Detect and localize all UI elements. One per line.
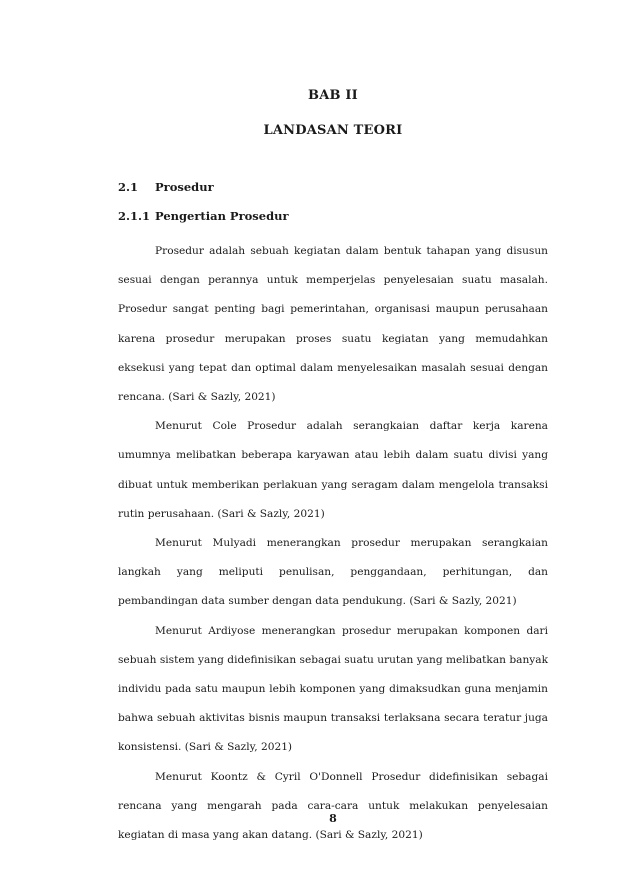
page-number: 8 [329,812,337,825]
paragraph: Menurut Ardiyose menerangkan prosedur merupakan komponen dari sebuah sistem yang didefinisikan sebagai suatu urutan yang melibatkan banyak individu pada satu maupun lebih komponen yang dimaksudkan guna menjamin bahwa sebuah aktivitas bisnis maupun transaksi terlaksana secara teratur juga konsistensi. (Sari & Sazly, 2021) [118,624,548,754]
section-title: Prosedur [155,180,214,194]
chapter-heading: BAB II [308,88,358,103]
paragraph: Menurut Koontz & Cyril O'Donnell Prosedur didefinisikan sebagai rencana yang mengarah pada cara-cara untuk melakukan penyelesaian kegiatan di masa yang akan datang. (Sari & Sazly, 2021) [118,770,548,842]
subsection-number: 2.1.1 [118,209,151,223]
paragraph: Prosedur adalah sebuah kegiatan dalam bentuk tahapan yang disusun sesuai dengan perannya untuk memperjelas penyelesaian suatu masalah. Prosedur sangat penting bagi pemerintahan, organisasi maupun perusahaan karena prosedur merupakan proses suatu kegiatan yang memudahkan eksekusi yang tepat dan optimal dalam menyelesaikan masalah sesuai dengan rencana. (Sari & Sazly, 2021) [118,245,548,404]
chapter-title: LANDASAN TEORI [263,123,403,138]
subsection-title: Pengertian Prosedur [155,209,289,223]
paragraph: Menurut Mulyadi menerangkan prosedur merupakan serangkaian langkah yang meliputi penulisan, penggandaan, perhitungan, dan pembandingan data sumber dengan data pendukung. (Sari & Sazly, 2021) [118,537,548,608]
section-heading [118,180,214,194]
section-number: 2.1 [118,180,139,194]
body-text [118,237,548,850]
paragraph: Menurut Cole Prosedur adalah serangkaian daftar kerja karena umumnya melibatkan beberapa karyawan atau lebih dalam suatu divisi yang dibuat untuk memberikan perlakuan yang seragam dalam mengelola transaksi rutin perusahaan. (Sari & Sazly, 2021) [118,420,548,520]
subsection-heading [118,209,289,223]
